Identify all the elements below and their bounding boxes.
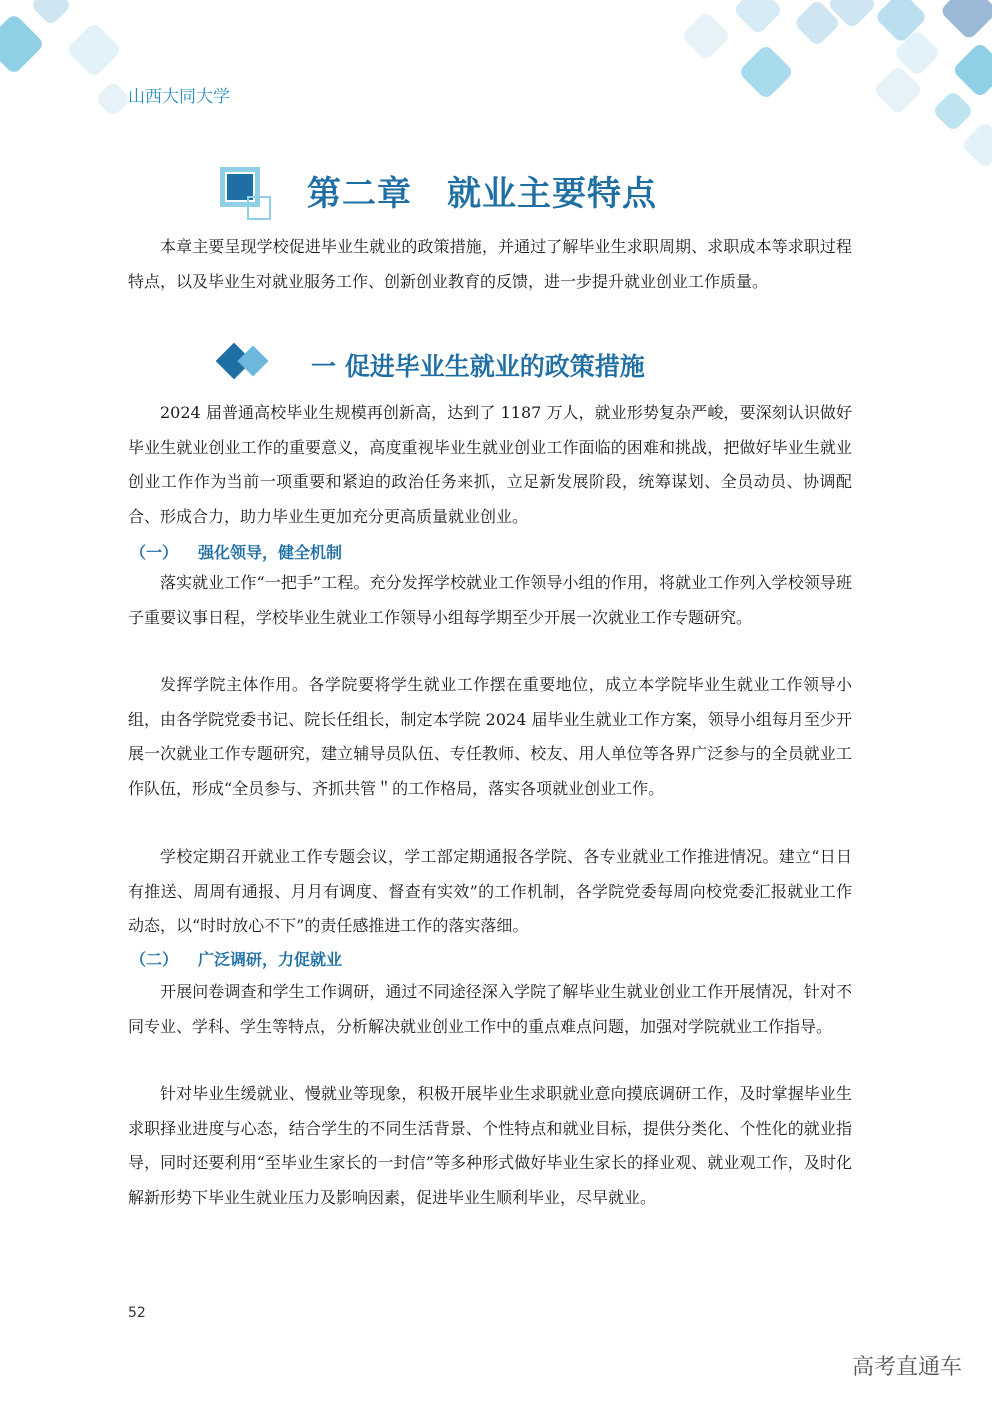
subsection-title: 广泛调研，力促就业: [198, 950, 343, 969]
chapter-title: 第二章 就业主要特点: [307, 174, 657, 214]
chapter-square-icon: [218, 165, 274, 221]
page-number: 52: [128, 1305, 146, 1321]
subsection-number: （一）: [130, 543, 179, 562]
subsection-1-paragraph-2: 发挥学院主体作用。各学院要将学生就业工作摆在重要地位，成立本学院毕业生就业工作领导小组，由各学院党委书记、院长任组长，制定本学院 2024 届毕业生就业工作方案，领导小组每月至少开展一次就业工作专题研究，建立辅导员队伍、专任教师、校友、用人单位等各界广泛参与的全员就业工作队伍，形成“全员参与、齐抓共管＂的工作格局，落实各项就业创业工作。: [128, 675, 852, 798]
subsection-1-paragraph-1: 落实就业工作“一把手”工程。充分发挥学校就业工作领导小组的作用，将就业工作列入学校领导班子重要议事日程，学校毕业生就业工作领导小组每学期至少开展一次就业工作专题研究。: [128, 573, 852, 627]
header-school-name: 山西大同大学: [128, 87, 230, 107]
chapter-intro: 本章主要呈现学校促进毕业生就业的政策措施，并通过了解毕业生求职周期、求职成本等求职过程特点，以及毕业生对就业服务工作、创新创业教育的反馈，进一步提升就业创业工作质量。: [128, 237, 852, 291]
section-title: 一 促进毕业生就业的政策措施: [311, 352, 645, 381]
subsection-1-paragraph-3: 学校定期召开就业工作专题会议，学工部定期通报各学院、各专业就业工作推进情况。建立“日日有推送、周周有通报、月月有调度、督查有实效”的工作机制，各学院党委每周向校党委汇报就业工作动态，以“时时放心不下”的责任感推进工作的落实落细。: [128, 847, 852, 935]
section-diamond-icon: [214, 342, 276, 382]
watermark-text: 高考直通车: [851, 1355, 962, 1380]
subsection-2-paragraph-1: 开展问卷调查和学生工作调研，通过不同途径深入学院了解毕业生就业创业工作开展情况，针对不同专业、学科、学生等特点，分析解决就业创业工作中的重点难点问题，加强对学院就业工作指导。: [128, 982, 852, 1036]
subsection-heading-1: [130, 540, 342, 563]
subsection-heading-2: [130, 947, 342, 970]
subsection-2-paragraph-2: 针对毕业生缓就业、慢就业等现象，积极开展毕业生求职就业意向摸底调研工作，及时掌握毕业生求职择业进度与心态，结合学生的不同生活背景、个性特点和就业目标，提供分类化、个性化的就业指导，同时还要利用“至毕业生家长的一封信”等多种形式做好毕业生家长的择业观、就业观工作，及时化解新形势下毕业生就业压力及影响因素，促进毕业生顺利毕业，尽早就业。: [128, 1084, 852, 1207]
section-paragraph-1: 2024 届普通高校毕业生规模再创新高，达到了 1187 万人，就业形势复杂严峻，要深刻认识做好毕业生就业创业工作的重要意义，高度重视毕业生就业创业工作面临的困难和挑战，把做好毕业生就业创业工作作为当前一项重要和紧迫的政治任务来抓，立足新发展阶段，统筹谋划、全员动员、协调配合、形成合力，助力毕业生更加充分更高质量就业创业。: [128, 403, 852, 526]
subsection-number: （二）: [130, 950, 179, 969]
subsection-title: 强化领导，健全机制: [198, 543, 343, 562]
